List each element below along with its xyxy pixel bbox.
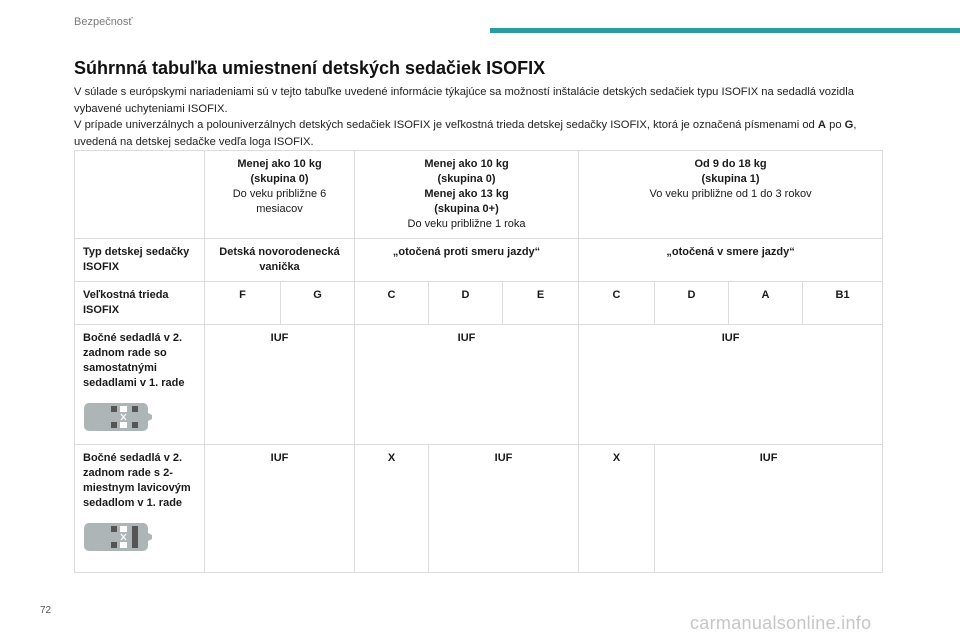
header-cell-group-1 [579,151,883,239]
section-label: Bezpečnosť [74,16,133,28]
row-label-cell [75,445,205,573]
seat-layout-icon [83,401,196,438]
intro-letter-a: A [817,119,826,131]
size-class-cell: F [205,282,281,325]
header-weight: Menej ako 10 kg [424,158,509,170]
size-class-row [75,282,883,325]
header-age: Vo veku približne od 1 do 3 rokov [649,188,812,200]
header-group: (skupina 0) [250,173,309,185]
size-class-cell: C [579,282,655,325]
header-group: (skupina 1) [701,173,760,185]
intro-text-part: po [825,119,845,131]
seat-layout-icon [83,521,196,558]
size-class-cell: C [355,282,429,325]
page-title: Súhrnná tabuľka umiestnení detských sedačiek ISOFIX [74,58,546,78]
table-header-row [75,151,883,239]
table-row [75,325,883,445]
compat-cell: IUF [205,325,355,445]
row-label: Veľkostná trieda ISOFIX [75,282,205,325]
row-label: Bočné sedadlá v 2. zadnom rade s 2-miestnym lavicovým sedadlom v 1. rade [83,452,191,509]
header-weight: Menej ako 13 kg [424,188,509,200]
size-class-cell: A [729,282,803,325]
compat-cell: X [579,445,655,573]
header-age: Do veku približne 1 roka [407,218,526,230]
type-row [75,239,883,282]
size-class-cell: B1 [803,282,883,325]
size-class-cell: D [429,282,503,325]
compat-cell: IUF [205,445,355,573]
compat-cell: X [355,445,429,573]
compat-cell: IUF [355,325,579,445]
header-age: Do veku približne 6 mesiacov [232,188,327,215]
isofix-table [74,150,883,573]
intro-text [74,84,884,150]
compat-cell: IUF [655,445,883,573]
accent-bar [490,28,960,33]
type-cell: „otočená proti smeru jazdy“ [355,239,579,282]
row-label: Typ detskej sedačky ISOFIX [75,239,205,282]
size-class-cell: D [655,282,729,325]
header-cell-group-0plus [355,151,579,239]
intro-text-part: , uvedená na detskej sedačke vedľa loga ISOFIX. [74,119,857,148]
header-group: (skupina 0+) [434,203,499,215]
header-weight: Od 9 do 18 kg [694,158,767,170]
table-corner-cell [75,151,205,239]
size-class-cell: G [281,282,355,325]
intro-paragraph-1: V súlade s európskymi nariadeniami sú v tejto tabuľke uvedené informácie týkajúce sa možností inštalácie detských sedačiek typu ISOFIX na sedadlá vozidla vybavené uchyteniami ISOFIX. [74,86,854,115]
compat-cell: IUF [579,325,883,445]
row-label-cell [75,325,205,445]
header-cell-group-0 [205,151,355,239]
header-group: (skupina 0) [437,173,496,185]
intro-letter-g: G [844,119,854,131]
type-cell: „otočená v smere jazdy“ [579,239,883,282]
compat-cell: IUF [429,445,579,573]
size-class-cell: E [503,282,579,325]
header-weight: Menej ako 10 kg [237,158,322,170]
intro-paragraph-2 [74,117,884,150]
watermark: carmanualsonline.info [690,613,872,633]
type-cell: Detská novorodenecká vanička [205,239,355,282]
table-row [75,445,883,573]
row-label: Bočné sedadlá v 2. zadnom rade so samostatnými sedadlami v 1. rade [83,332,185,389]
intro-text-part: V prípade univerzálnych a polouniverzálnych detských sedačiek ISOFIX je veľkostná trieda detskej sedačky ISOFIX, ktorá je označená písmenami od [74,119,818,131]
page-number: 72 [40,605,52,616]
